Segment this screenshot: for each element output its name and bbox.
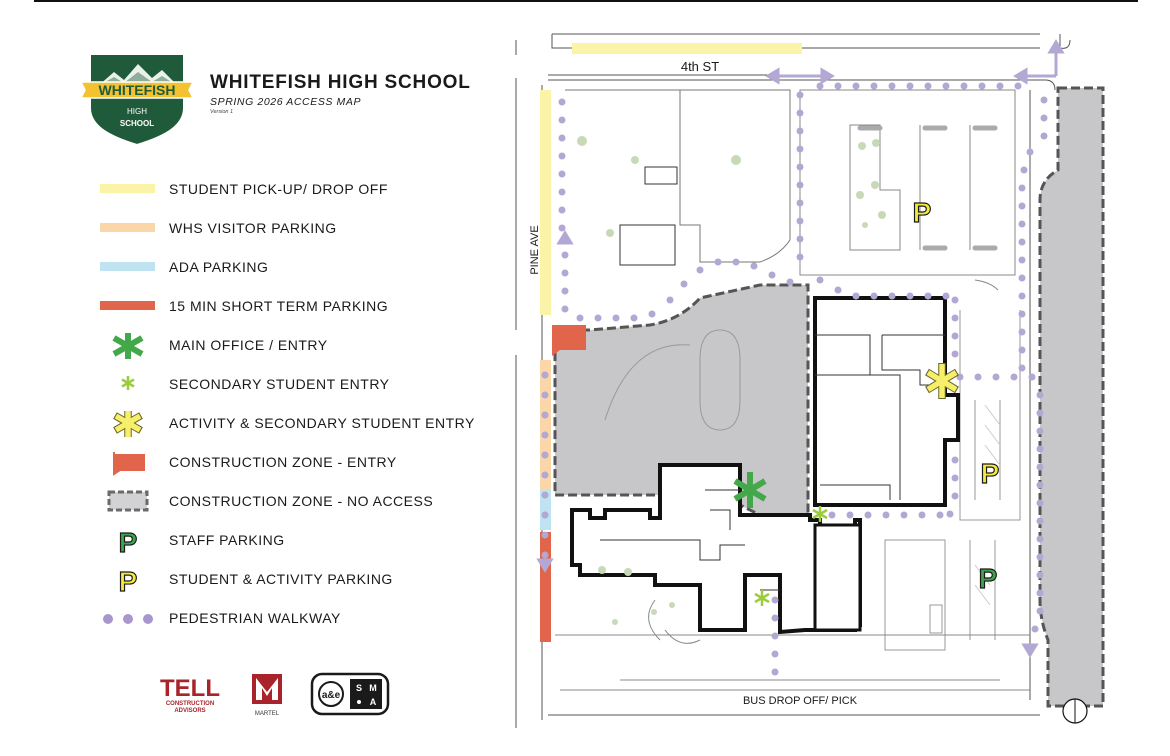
legend-item-staff (100, 528, 520, 554)
trees-parking (856, 139, 886, 228)
walkway-dots-icon (100, 606, 156, 632)
legend-item-construction-entry (100, 450, 520, 476)
northeast-parking (800, 90, 1015, 290)
legend-label: MAIN OFFICE / ENTRY (169, 337, 328, 353)
legend-item-student-parking (100, 567, 520, 593)
legend-item-short-term (100, 294, 520, 320)
gym-building (815, 525, 860, 630)
logo-line2-text: SCHOOL (119, 119, 155, 128)
legend-label: ADA PARKING (169, 259, 269, 275)
sponsor-logos (160, 672, 400, 720)
site-map (500, 28, 1120, 728)
legend-label: CONSTRUCTION ZONE - NO ACCESS (169, 493, 434, 509)
yellow-asterisk-icon (100, 411, 156, 437)
visitor-parking-strip (540, 360, 551, 490)
top-border (34, 0, 1138, 2)
legend-item-visitor (100, 216, 520, 242)
northwest-field (565, 90, 790, 265)
ase-logo-text: a&e (321, 690, 341, 701)
legend-label: SECONDARY STUDENT ENTRY (169, 376, 390, 392)
version-label: Version 1 (210, 109, 234, 115)
student-parking-marker-north: P (912, 197, 932, 228)
legend-label: PEDESTRIAN WALKWAY (169, 610, 341, 626)
yellow-p-icon (100, 567, 156, 593)
street-bus: BUS DROP OFF/ PICK (742, 695, 858, 707)
pickup-swatch (100, 177, 156, 203)
tell-logo-sub1: CONSTRUCTION (165, 701, 215, 707)
legend-label: STUDENT & ACTIVITY PARKING (169, 571, 393, 587)
svg-text:P: P (118, 528, 138, 554)
legend-label: ACTIVITY & SECONDARY STUDENT ENTRY (169, 415, 475, 431)
green-asterisk-icon (100, 333, 156, 359)
sma-a: A (369, 697, 377, 707)
short-term-strip (540, 532, 551, 642)
secondary-entry-marker-2 (755, 590, 769, 606)
legend-label: CONSTRUCTION ZONE - ENTRY (169, 454, 397, 470)
north-arrow-icon (1063, 699, 1087, 723)
legend-item-pickup (100, 177, 520, 203)
page-title: WHITEFISH HIGH SCHOOL (210, 72, 471, 93)
legend-item-ada (100, 255, 520, 281)
legend-item-no-access (100, 489, 520, 515)
legend-item-walkway (100, 606, 520, 632)
construction-zone-east (1040, 88, 1103, 706)
legend-label: STUDENT PICK-UP/ DROP OFF (169, 181, 388, 197)
svg-text:P: P (118, 567, 138, 593)
green-p-icon (100, 528, 156, 554)
street-pine: PINE AVE (529, 225, 541, 275)
whitefish-logo (80, 50, 194, 146)
red-flag-icon (100, 450, 156, 476)
trees-northwest (577, 136, 741, 237)
student-parking-marker-east: P (980, 458, 1000, 489)
school-building-east (815, 298, 958, 505)
visitor-swatch (100, 216, 156, 242)
sma-s: S (355, 683, 363, 693)
ada-swatch (100, 255, 156, 281)
dashed-box-icon (100, 489, 156, 515)
legend-item-activity (100, 411, 520, 437)
martel-logo-text: MARTEL (254, 711, 280, 717)
martel-logo (252, 674, 282, 717)
short-term-swatch (100, 294, 156, 320)
logo-banner-text: WHITEFISH (98, 82, 176, 98)
page-subtitle: SPRING 2026 ACCESS MAP (210, 96, 362, 108)
sma-m: M (369, 683, 377, 693)
staff-parking-marker: P (978, 563, 998, 594)
small-green-asterisk-icon (100, 372, 156, 398)
tell-logo-text: TELL (160, 675, 220, 702)
legend-item-main-office (100, 333, 520, 359)
logo-line1-text: HIGH (127, 107, 147, 116)
tell-logo (160, 675, 220, 714)
title-block (210, 72, 471, 115)
legend-label: STAFF PARKING (169, 532, 285, 548)
tell-logo-sub2: ADVISORS (174, 708, 206, 714)
pickup-lane-4th (572, 43, 802, 54)
pickup-lane-pine (540, 90, 551, 315)
legend-label: 15 MIN SHORT TERM PARKING (169, 298, 389, 314)
street-4th: 4th ST (680, 59, 720, 74)
legend-label: WHS VISITOR PARKING (169, 220, 337, 236)
ase-sma-logo (312, 674, 388, 714)
legend-item-secondary (100, 372, 520, 398)
